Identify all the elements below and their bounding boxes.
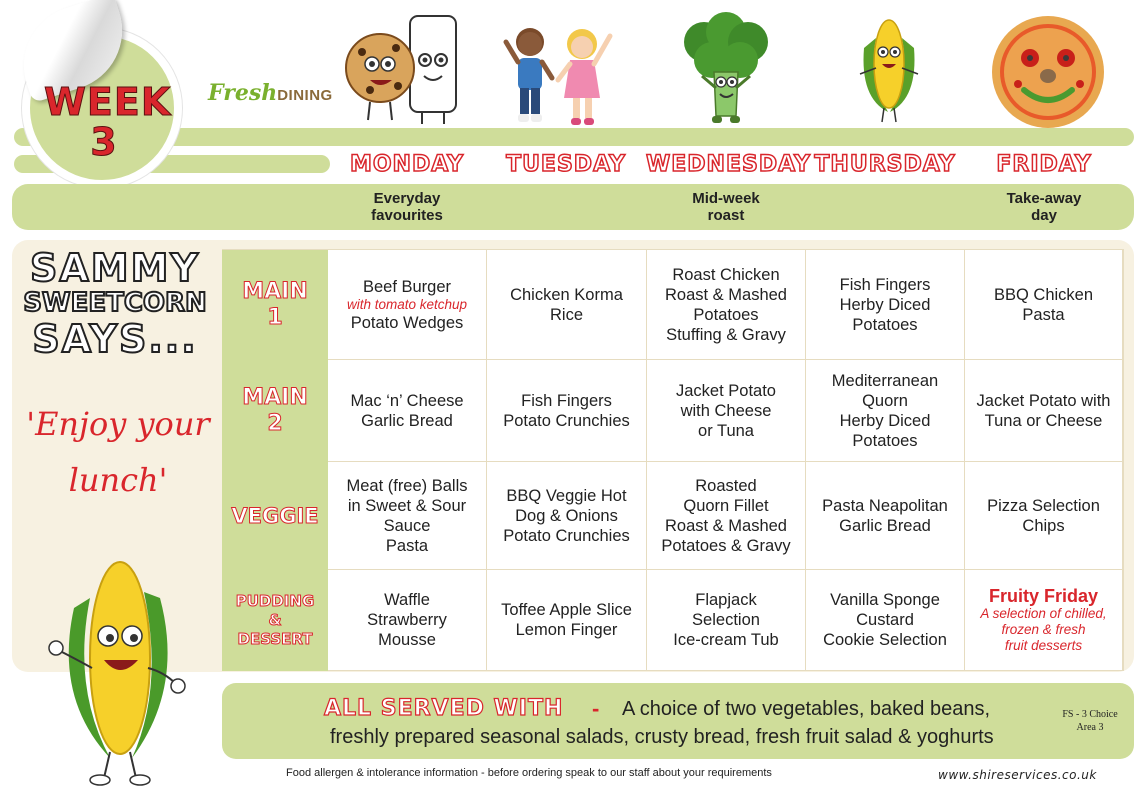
row-label-main1	[222, 250, 328, 360]
cell-veggie-wednesday	[647, 462, 806, 570]
day-thursday: THURSDAY	[814, 152, 956, 177]
cell-main1-tuesday	[487, 250, 647, 360]
served-with-dash: -	[592, 696, 600, 721]
cell-veggie-tuesday	[487, 462, 647, 570]
dish: Herby Diced	[839, 411, 931, 430]
quote-line2: lunch'	[68, 461, 168, 499]
theme-wednesday	[646, 190, 806, 224]
day-tuesday: TUESDAY	[506, 152, 626, 177]
dish: Potatoes & Gravy	[661, 536, 791, 555]
dish: Roasted	[695, 476, 757, 495]
row-pudding-word2: DESSERT	[237, 630, 313, 648]
dish: Strawberry	[367, 611, 447, 629]
day-wednesday: WEDNESDAY	[646, 152, 811, 177]
theme-friday-line2: day	[1031, 207, 1057, 224]
cookie-and-milk-characters-icon	[340, 10, 470, 125]
cell-main1-thursday	[806, 250, 965, 360]
row-veggie-word: VEGGIE	[231, 504, 319, 528]
sammy-sweetcorn-mascot-icon	[44, 548, 194, 788]
cell-pudding-thursday	[806, 570, 965, 671]
dish: Sauce	[383, 516, 431, 535]
week-number: 3	[90, 120, 118, 164]
dish: BBQ Chicken	[993, 285, 1094, 304]
dish: Dog & Onions	[515, 506, 618, 525]
day-monday: MONDAY	[349, 152, 465, 177]
dish-note: A selection of chilled,	[980, 606, 1107, 621]
dish: Chicken Korma	[510, 285, 623, 304]
cell-veggie-monday	[328, 462, 487, 570]
row-label-pudding	[222, 570, 328, 671]
dish: Potatoes	[852, 431, 918, 450]
logo-dining: DINING	[277, 87, 333, 104]
dish: Lemon Finger	[515, 621, 618, 639]
allergen-notice: Food allergen & intolerance information - before ordering speak to our staff about your requirements	[286, 767, 772, 779]
cell-main1-friday	[965, 250, 1123, 360]
dish: Ice-cream Tub	[673, 631, 779, 649]
dish: Roast & Mashed	[665, 285, 787, 304]
dish: Jacket Potato	[676, 381, 776, 400]
dish: Quorn	[862, 391, 908, 410]
row-main2-word: MAIN	[242, 385, 308, 410]
dish: Pasta	[1022, 305, 1065, 324]
dish: Roast & Mashed	[665, 516, 787, 535]
cell-pudding-tuesday	[487, 570, 647, 671]
day-friday: FRIDAY	[996, 152, 1092, 177]
served-with-line2: freshly prepared seasonal salads, crusty bread, fresh fruit salad & yoghurts	[330, 726, 994, 748]
dish: Pasta Neapolitan	[822, 496, 948, 515]
row-main1-num: 1	[267, 305, 283, 330]
dish: Mediterranean	[831, 371, 939, 390]
website-link[interactable]: www.shireservices.co.uk	[938, 768, 1097, 782]
row-pudding-amp: &	[268, 611, 282, 629]
broccoli-character-icon	[676, 12, 776, 127]
header-bar	[14, 128, 1134, 146]
dish: Pizza Selection	[987, 496, 1100, 515]
cell-pudding-monday	[328, 570, 487, 671]
cell-main2-tuesday	[487, 360, 647, 462]
row-pudding-word: PUDDING	[235, 592, 315, 610]
theme-wednesday-line2: roast	[707, 207, 745, 224]
dish: Potatoes	[693, 305, 759, 324]
cell-main1-monday	[328, 250, 487, 360]
sammy-line3: SAYS...	[32, 317, 198, 361]
fs-code	[1050, 708, 1130, 734]
theme-monday	[327, 190, 487, 224]
dish: Roast Chicken	[672, 265, 780, 284]
pizza-face-icon	[990, 14, 1106, 130]
dish: Custard	[856, 611, 914, 629]
theme-monday-line1: Everyday	[373, 190, 441, 207]
cell-main1-wednesday	[647, 250, 806, 360]
dish: Potato Crunchies	[503, 526, 630, 545]
dish: Stuffing & Gravy	[666, 325, 786, 344]
dish: Flapjack	[695, 591, 757, 609]
dish: Mac ‘n’ Cheese	[350, 391, 464, 410]
dish: Mousse	[378, 631, 436, 649]
logo-fresh: Fresh	[208, 80, 278, 106]
dish: with Cheese	[680, 401, 772, 420]
cell-pudding-friday	[965, 570, 1123, 671]
cell-main2-monday	[328, 360, 487, 462]
theme-friday	[964, 190, 1124, 224]
dish: Fish Fingers	[839, 275, 931, 294]
children-icon	[500, 20, 620, 128]
dish: Beef Burger	[362, 277, 452, 296]
dish: in Sweet & Sour	[347, 496, 467, 515]
quote-line1: 'Enjoy your	[26, 405, 210, 443]
dish: Potato Wedges	[350, 313, 464, 332]
dish: Potato Crunchies	[503, 411, 630, 430]
sammy-says-heading	[20, 248, 210, 360]
row-label-veggie	[222, 462, 328, 570]
sammy-line1: SAMMY	[30, 246, 200, 290]
dish: Herby Diced	[839, 295, 931, 314]
row-label-main2	[222, 360, 328, 462]
fs-line1: FS - 3 Choice	[1062, 709, 1118, 720]
dish: Cookie Selection	[823, 631, 947, 649]
dish: Quorn Fillet	[683, 496, 769, 515]
dish: Pasta	[385, 536, 429, 555]
cell-pudding-wednesday	[647, 570, 806, 671]
row-main2-num: 2	[267, 411, 283, 436]
dish-note: fruit desserts	[1004, 638, 1083, 653]
theme-monday-line2: favourites	[371, 207, 443, 224]
dish: Fish Fingers	[521, 391, 612, 410]
dish: Garlic Bread	[839, 516, 931, 535]
dish-note: with tomato ketchup	[346, 296, 468, 312]
dish: Jacket Potato with	[976, 391, 1111, 410]
dish: Rice	[549, 305, 583, 324]
cell-veggie-thursday	[806, 462, 965, 570]
sammy-quote	[18, 396, 218, 508]
served-with-line1: A choice of two vegetables, baked beans,	[622, 698, 991, 720]
fruity-friday-title: Fruity Friday	[988, 586, 1099, 606]
dish: Waffle	[384, 591, 430, 609]
dish: Selection	[692, 611, 760, 629]
row-main1-word: MAIN	[242, 279, 308, 304]
dish: Chips	[1022, 516, 1065, 535]
dish-note: frozen & fresh	[1001, 622, 1086, 637]
week-label	[44, 80, 172, 164]
dish: Garlic Bread	[361, 411, 453, 430]
week-word: WEEK	[44, 80, 172, 124]
cell-main2-wednesday	[647, 360, 806, 462]
sammy-line2: SWEETCORN	[23, 288, 207, 318]
corn-character-icon	[854, 8, 924, 128]
dish: Tuna or Cheese	[984, 411, 1103, 430]
cell-main2-friday	[965, 360, 1123, 462]
dish: Vanilla Sponge	[830, 591, 940, 609]
dish: Potatoes	[852, 315, 918, 334]
cell-veggie-friday	[965, 462, 1123, 570]
theme-wednesday-line1: Mid-week	[692, 190, 760, 207]
dish: or Tuna	[698, 421, 754, 440]
dish: BBQ Veggie Hot	[506, 486, 627, 505]
theme-friday-line1: Take-away	[1006, 190, 1082, 207]
fs-line2: Area 3	[1076, 722, 1104, 733]
dish: Meat (free) Balls	[346, 476, 468, 495]
cell-main2-thursday	[806, 360, 965, 462]
dish: Toffee Apple Slice	[501, 601, 632, 619]
served-with-title: ALL SERVED WITH	[324, 696, 564, 721]
fresh-dining-logo	[208, 80, 333, 106]
